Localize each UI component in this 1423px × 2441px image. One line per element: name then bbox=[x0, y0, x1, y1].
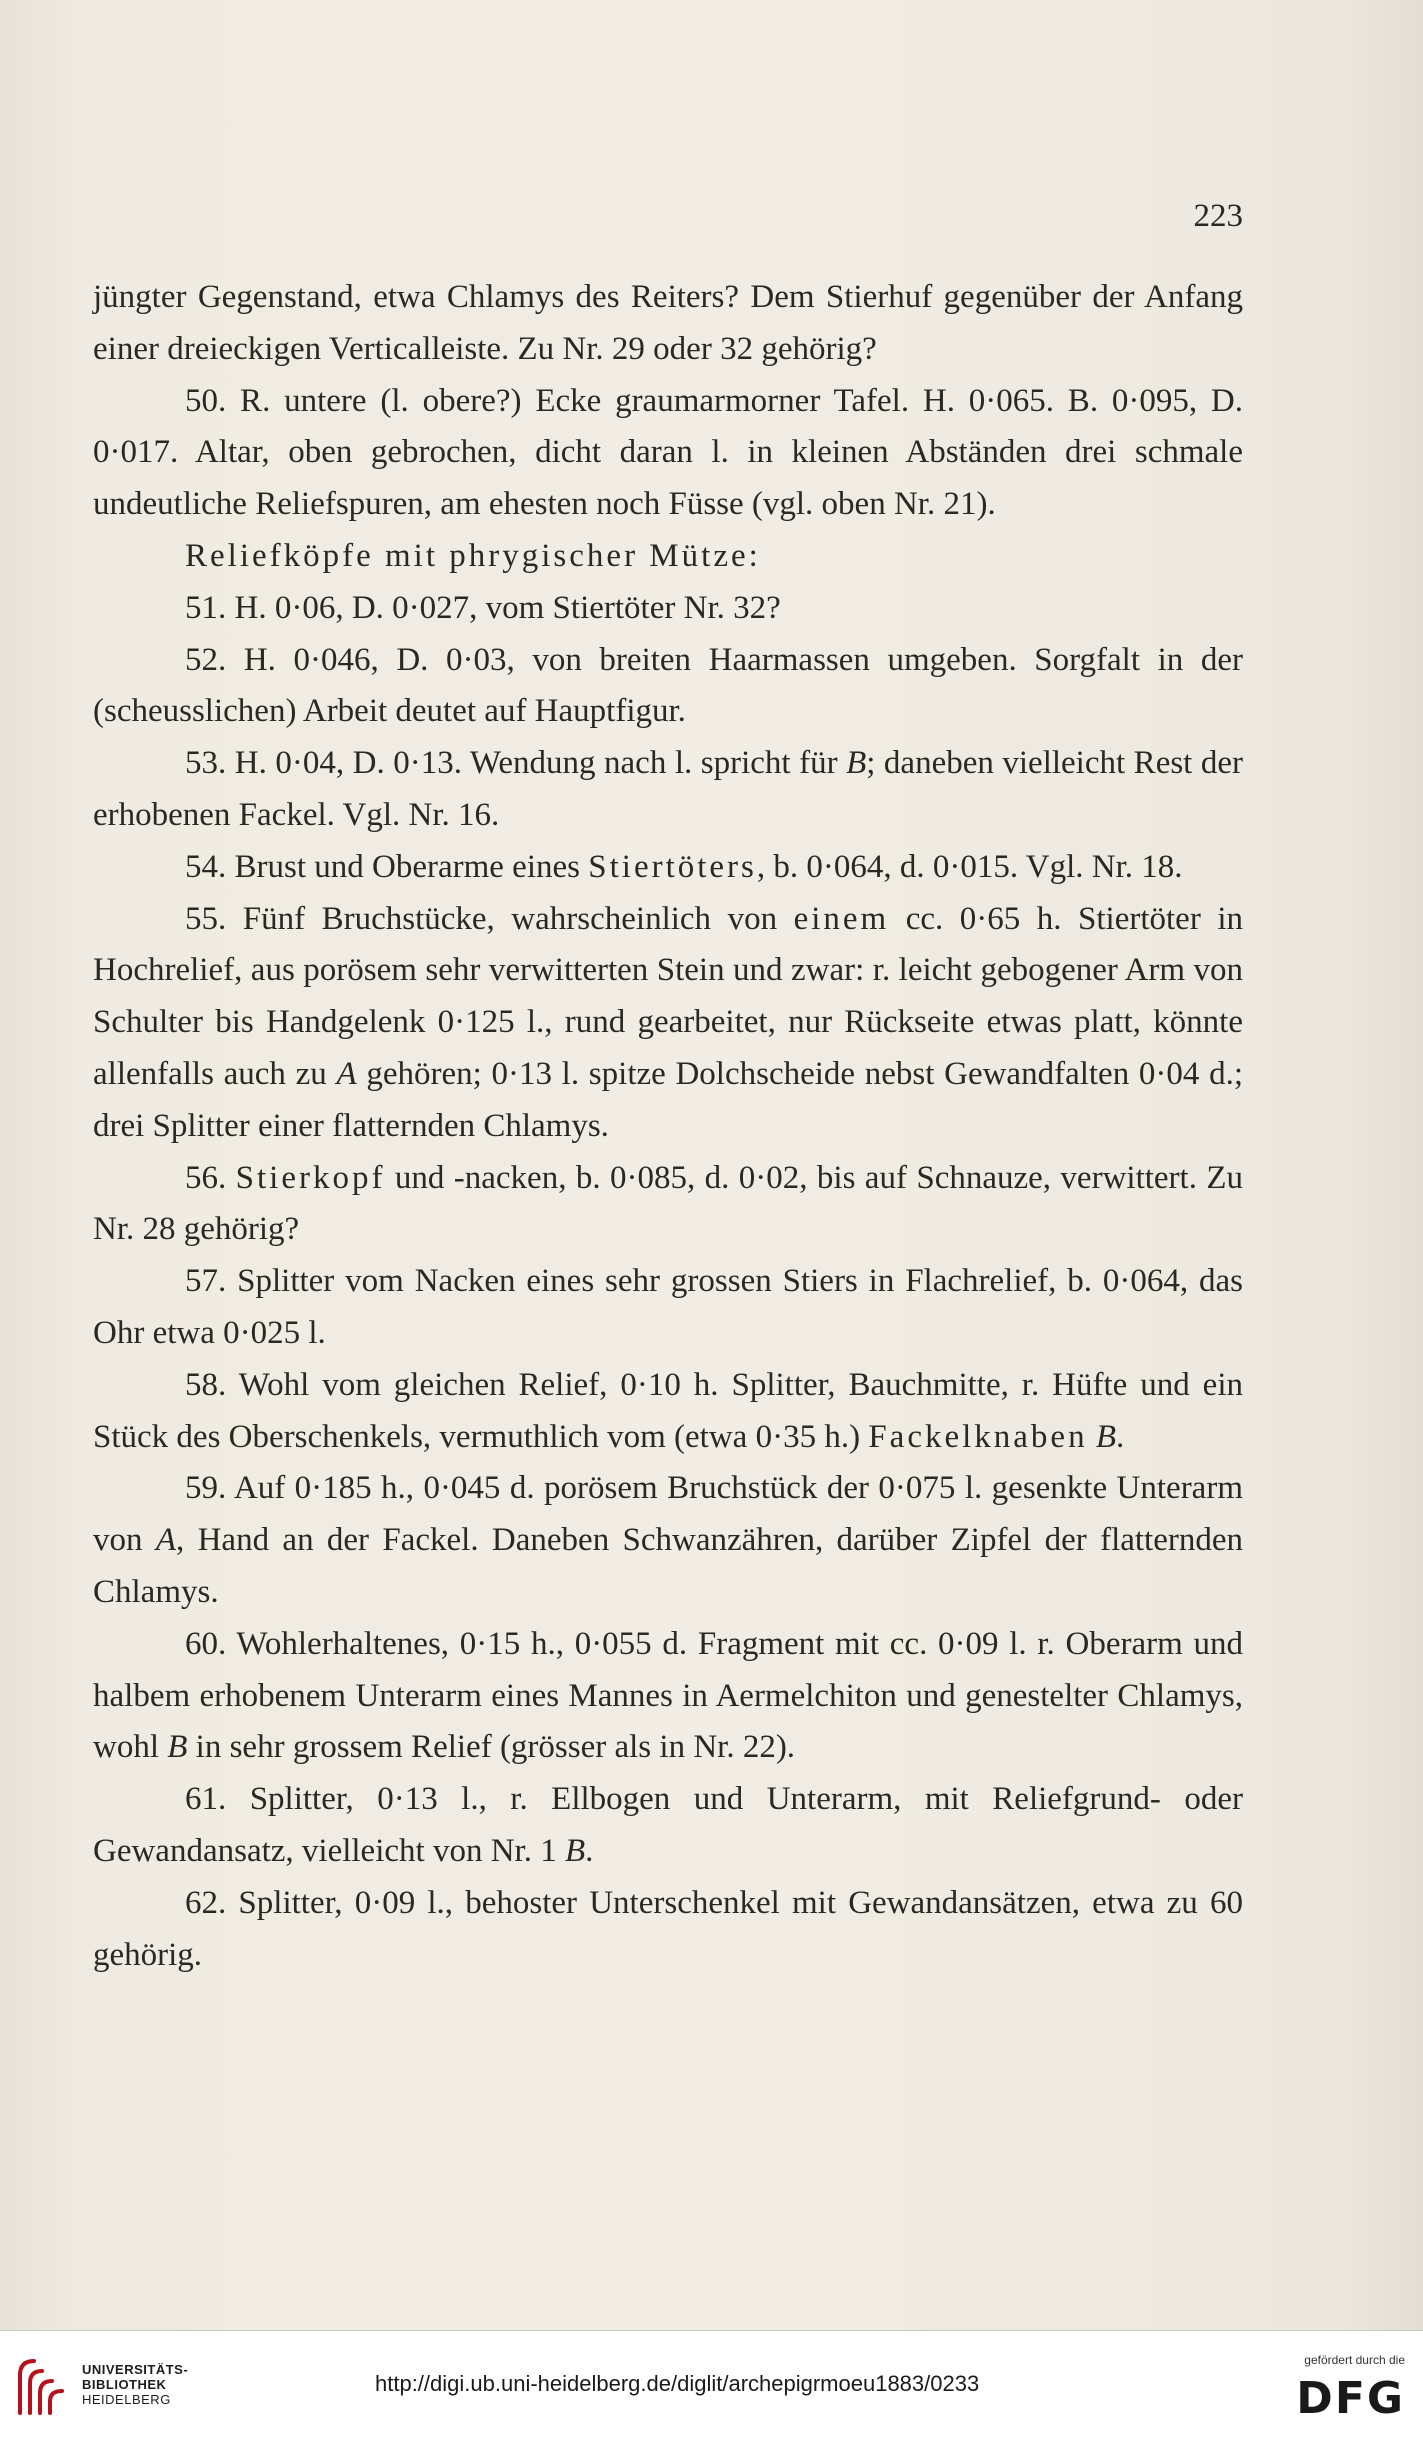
paragraph bbox=[93, 1463, 1243, 1618]
italic-letter: B bbox=[1095, 1418, 1116, 1455]
text-run: 52. H. 0·046, D. 0·03, von breiten Haarmassen umgeben. Sorgfalt in der (scheusslichen) Arbeit deutet auf Hauptfigur. bbox=[93, 641, 1243, 730]
paragraph bbox=[93, 635, 1243, 739]
text-run: gehören; 0·13 l. spitze Dolchscheide nebst Gewandfalten 0·04 d.; drei Splitter einer flatternden Chlamys. bbox=[93, 1055, 1243, 1144]
dfg-logo: DFG bbox=[1296, 2373, 1405, 2424]
university-name bbox=[82, 2362, 188, 2407]
paragraph bbox=[93, 894, 1243, 1153]
text-run: 50. R. untere (l. obere?) Ecke graumarmorner Tafel. H. 0·065. B. 0·095, D. 0·017. Altar, oben gebrochen, dicht daran l. in kleinen Abständen drei schmale undeutliche Reliefspuren, am ehesten noch Füsse (vgl. oben Nr. 21). bbox=[93, 382, 1243, 523]
text-run: in sehr grossem Relief (grösser als in Nr. 22). bbox=[187, 1729, 796, 1766]
paragraph bbox=[93, 583, 1243, 635]
paragraph bbox=[93, 1878, 1243, 1982]
text-run: 58. Wohl vom gleichen Relief, 0·10 h. Splitter, Bauchmitte, r. Hüfte und ein Stück des Oberschenkels, vermuthlich vom (etwa 0·35 h.) bbox=[93, 1366, 1243, 1455]
spaced-emphasis: Reliefköpfe mit phrygischer Mütze: bbox=[185, 537, 761, 574]
text-run: ; daneben vielleicht Rest der erhobenen Fackel. Vgl. Nr. 16. bbox=[93, 745, 1243, 833]
paragraph bbox=[93, 738, 1243, 842]
page-number: 223 bbox=[1193, 198, 1243, 234]
text-run bbox=[1088, 1419, 1096, 1455]
paragraph bbox=[93, 842, 1243, 894]
paragraph bbox=[93, 1360, 1243, 1464]
paragraph bbox=[93, 1256, 1243, 1360]
text-run: jüngter Gegenstand, etwa Chlamys des Reiters? Dem Stierhuf gegenüber der Anfang einer dreieckigen Verticalleiste. Zu Nr. 29 oder 32 gehörig? bbox=[93, 279, 1243, 367]
paragraph bbox=[93, 1774, 1243, 1878]
university-line-2: BIBLIOTHEK bbox=[82, 2377, 167, 2392]
body-text bbox=[93, 272, 1243, 1981]
text-run: , b. 0·064, d. 0·015. Vgl. Nr. 18. bbox=[756, 848, 1183, 885]
text-run: 60. Wohlerhaltenes, 0·15 h., 0·055 d. Fragment mit cc. 0·09 l. r. Oberarm und halbem erhobenem Unterarm eines Mannes in Aermelchiton und genestelter Chlamys, wohl bbox=[93, 1625, 1243, 1766]
italic-letter: A bbox=[155, 1522, 177, 1559]
italic-letter: A bbox=[336, 1055, 357, 1092]
text-run: . bbox=[1116, 1418, 1125, 1455]
italic-letter: B bbox=[564, 1832, 586, 1869]
paragraph bbox=[93, 376, 1243, 531]
source-url-link[interactable]: http://digi.ub.uni-heidelberg.de/diglit/archepigrmoeu1883/0233 bbox=[375, 2371, 980, 2396]
footer-bar bbox=[0, 2330, 1423, 2441]
text-run: 53. H. 0·04, D. 0·13. Wendung nach l. spricht für bbox=[185, 745, 847, 782]
paragraph bbox=[93, 1619, 1243, 1774]
university-seal-icon bbox=[14, 2353, 74, 2419]
italic-letter: B bbox=[167, 1729, 188, 1766]
spaced-emphasis: Stiertöters bbox=[588, 848, 757, 885]
paragraph bbox=[93, 272, 1243, 376]
text-run: 61. Splitter, 0·13 l., r. Ellbogen und Unterarm, mit Reliefgrund- oder Gewandansatz, vielleicht von Nr. 1 bbox=[93, 1781, 1243, 1869]
text-run: und -nacken, b. 0·085, d. 0·02, bis auf Schnauze, verwittert. Zu Nr. 28 gehörig? bbox=[93, 1159, 1244, 1248]
spaced-emphasis: Fackelknaben bbox=[868, 1418, 1088, 1455]
spaced-emphasis: Stierkopf bbox=[235, 1159, 386, 1196]
text-run: 57. Splitter vom Nacken eines sehr grossen Stiers in Flachrelief, b. 0·064, das Ohr etwa 0·025 l. bbox=[93, 1263, 1243, 1351]
text-run: , Hand an der Fackel. Daneben Schwanzähren, darüber Zipfel der flatternden Chlamys. bbox=[93, 1522, 1244, 1610]
text-run: 51. H. 0·06, D. 0·027, vom Stiertöter Nr. 32? bbox=[185, 589, 781, 626]
university-line-1: UNIVERSITÄTS- bbox=[82, 2362, 189, 2377]
italic-letter: B bbox=[846, 745, 867, 782]
text-run: 62. Splitter, 0·09 l., behoster Unterschenkel mit Gewandansätzen, etwa zu 60 gehörig. bbox=[93, 1884, 1243, 1973]
paragraph bbox=[93, 1153, 1243, 1257]
text-run: cc. 0·65 h. Stiertöter in Hochrelief, aus porösem sehr verwitterten Stein und zwar: r. leicht gebogener Arm von Schulter bis Handgelenk 0·125 l., rund gearbeitet, nur Rückseite etwas platt, könnte allenfalls auch zu bbox=[93, 900, 1243, 1092]
text-run: 54. Brust und Oberarme eines bbox=[185, 848, 589, 885]
text-run: 59. Auf 0·185 h., 0·045 d. porösem Bruchstück der 0·075 l. gesenkte Unterarm von bbox=[93, 1470, 1243, 1559]
paragraph bbox=[93, 531, 1243, 583]
text-run: . bbox=[585, 1832, 594, 1869]
text-run: 55. Fünf Bruchstücke, wahrscheinlich von bbox=[185, 900, 794, 937]
university-line-3: HEIDELBERG bbox=[82, 2392, 171, 2407]
spaced-emphasis: einem bbox=[793, 900, 890, 937]
text-run: 56. bbox=[185, 1159, 236, 1196]
funding-caption: gefördert durch die bbox=[1304, 2353, 1405, 2367]
